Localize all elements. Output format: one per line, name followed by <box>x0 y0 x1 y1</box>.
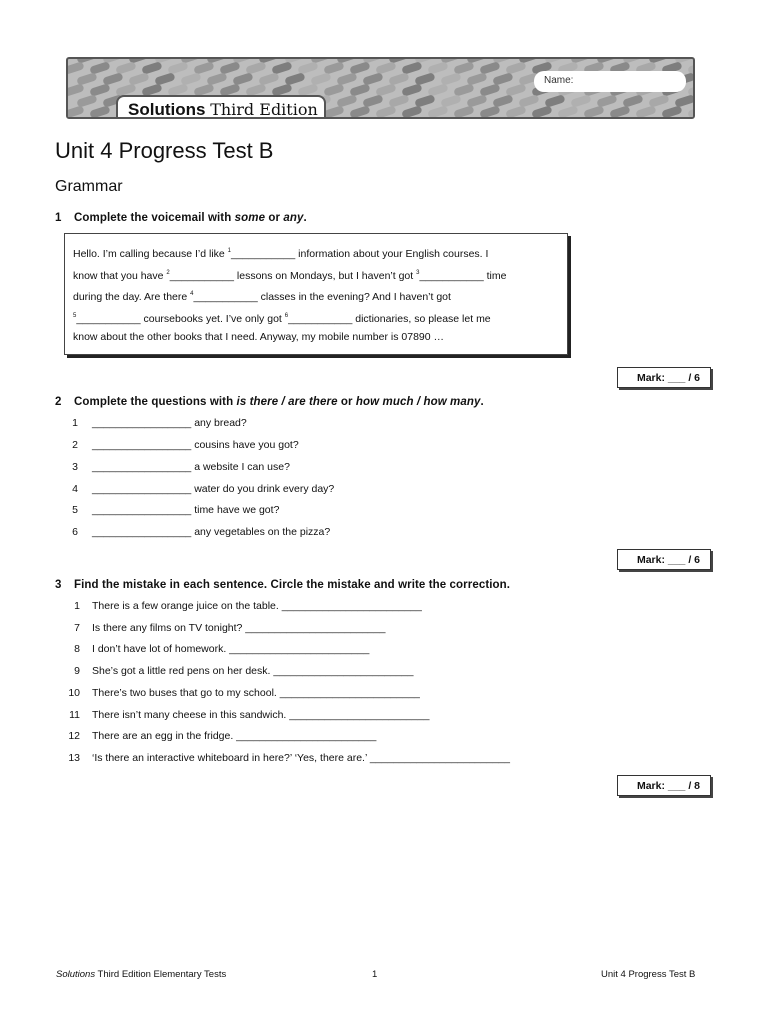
banner-capsule <box>349 105 370 119</box>
banner-capsule <box>492 72 513 86</box>
banner-capsule <box>68 83 85 97</box>
banner-capsule <box>362 94 383 108</box>
banner-capsule <box>349 83 370 97</box>
banner-capsule <box>674 94 695 108</box>
banner-capsule <box>648 94 669 108</box>
banner-capsule <box>427 105 448 119</box>
footer-page-number: 1 <box>372 969 378 980</box>
banner-capsule <box>414 94 435 108</box>
banner-capsule <box>427 83 448 97</box>
banner-capsule <box>570 94 591 108</box>
banner-capsule <box>518 94 539 108</box>
banner-capsule <box>154 72 175 86</box>
q2-mark-box: Mark: ___ / 6 <box>617 549 711 570</box>
banner-capsule <box>440 94 461 108</box>
voicemail-line: know about the other books that I need. Anyway, my mobile number is 07890 … <box>73 331 445 343</box>
banner-capsule <box>375 83 396 97</box>
banner-capsule <box>531 105 552 119</box>
brand-logo: Solutions Third Edition <box>128 100 318 119</box>
banner-capsule <box>336 94 357 108</box>
banner-capsule <box>323 61 344 75</box>
page-title: Unit 4 Progress Test B <box>55 138 274 163</box>
banner-capsule <box>401 61 422 75</box>
footer-right: Unit 4 Progress Test B <box>601 969 696 980</box>
banner-capsule <box>687 105 695 119</box>
footer-left: Solutions Third Edition Elementary Tests <box>56 969 227 980</box>
voicemail-line: know that you have $^2$___________ lessons on Mondays, but I haven’t got $^3$___________ time <box>73 269 507 282</box>
banner-capsule <box>128 72 149 86</box>
banner-capsule <box>115 61 136 75</box>
voicemail-line: $^5$___________ coursebooks yet. I’ve only got $^6$___________ dictionaries, so please let me <box>73 312 491 325</box>
banner-capsule <box>479 83 500 97</box>
q3-heading: 3 Find the mistake in each sentence. Circle the mistake and write the correction. <box>55 579 511 591</box>
brand-tab <box>116 95 326 119</box>
banner-capsule <box>193 61 214 75</box>
section-heading: Grammar <box>55 178 123 195</box>
banner-capsule <box>440 72 461 86</box>
banner-capsule <box>505 105 526 119</box>
banner-capsule <box>388 72 409 86</box>
banner-capsule <box>687 83 695 97</box>
banner-capsule <box>68 105 85 119</box>
banner-capsule <box>76 72 97 86</box>
banner-capsule <box>401 105 422 119</box>
voicemail-line: Hello. I’m calling because I’d like $^1$___________ information about your English courses. I <box>73 248 489 260</box>
name-field[interactable] <box>534 71 686 92</box>
banner-capsule <box>323 105 344 119</box>
banner-capsule <box>544 94 565 108</box>
voicemail-line: during the day. Are there $^4$___________ classes in the evening? And I haven’t got <box>73 291 451 303</box>
banner-capsule <box>180 72 201 86</box>
banner-capsule <box>245 61 266 75</box>
banner-capsule <box>492 94 513 108</box>
banner-capsule <box>76 94 97 108</box>
banner-capsule <box>297 61 318 75</box>
banner-capsule <box>141 61 162 75</box>
banner-capsule <box>596 94 617 108</box>
banner-capsule <box>466 72 487 86</box>
banner-capsule <box>479 61 500 75</box>
banner-capsule <box>661 105 682 119</box>
q1-heading: 1 Complete the voicemail with some or any. <box>55 212 307 224</box>
banner-capsule <box>388 94 409 108</box>
banner-capsule <box>310 72 331 86</box>
banner-capsule <box>362 72 383 86</box>
banner-capsule <box>687 61 695 75</box>
banner-capsule <box>68 61 85 75</box>
banner-capsule <box>622 94 643 108</box>
banner-capsule <box>219 61 240 75</box>
banner-capsule <box>258 72 279 86</box>
q3-mark-box: Mark: ___ / 8 <box>617 775 711 796</box>
banner-capsule <box>89 83 110 97</box>
header-banner <box>66 57 695 119</box>
voicemail-box <box>64 233 568 355</box>
banner-capsule <box>284 72 305 86</box>
banner-capsule <box>89 61 110 75</box>
banner-capsule <box>427 61 448 75</box>
banner-capsule <box>583 105 604 119</box>
banner-capsule <box>349 61 370 75</box>
banner-capsule <box>206 72 227 86</box>
q1-mark-box: Mark: ___ / 6 <box>617 367 711 388</box>
banner-capsule <box>453 61 474 75</box>
name-label: Name: <box>544 75 574 86</box>
banner-capsule <box>557 105 578 119</box>
banner-capsule <box>479 105 500 119</box>
banner-capsule <box>609 105 630 119</box>
banner-capsule <box>102 72 123 86</box>
banner-capsule <box>414 72 435 86</box>
banner-capsule <box>323 83 344 97</box>
banner-capsule <box>375 61 396 75</box>
banner-capsule <box>466 94 487 108</box>
banner-capsule <box>505 61 526 75</box>
banner-capsule <box>401 83 422 97</box>
banner-capsule <box>375 105 396 119</box>
banner-capsule <box>232 72 253 86</box>
q2-heading: 2 Complete the questions with is there / are there or how much / how many. <box>55 396 484 408</box>
banner-capsule <box>89 105 110 119</box>
banner-capsule <box>453 83 474 97</box>
banner-capsule <box>167 61 188 75</box>
banner-capsule <box>453 105 474 119</box>
banner-capsule <box>635 105 656 119</box>
banner-capsule <box>336 72 357 86</box>
banner-capsule <box>271 61 292 75</box>
banner-capsule <box>68 59 72 64</box>
banner-capsule <box>505 83 526 97</box>
